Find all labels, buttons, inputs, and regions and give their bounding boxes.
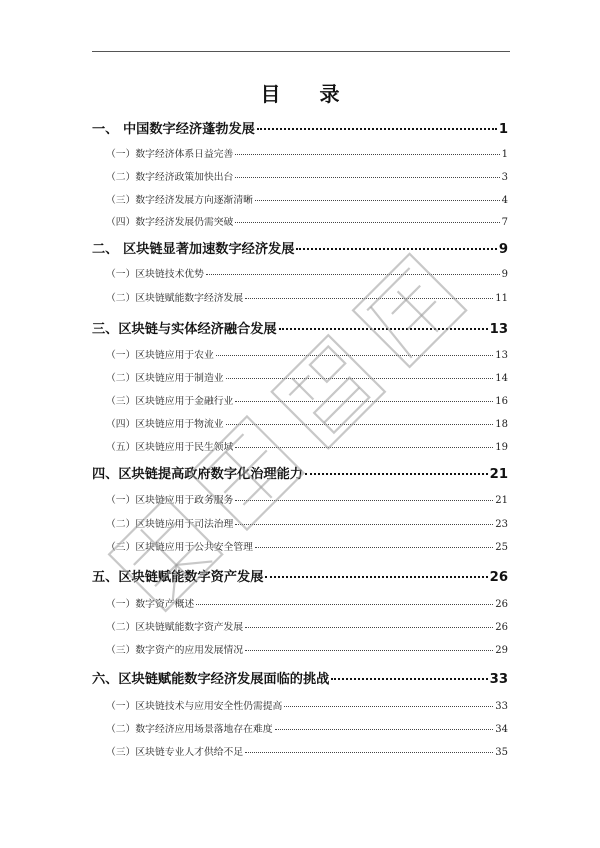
toc-entry-label: （三）区块链专业人才供给不足 (106, 747, 244, 758)
toc-leader-dots (331, 678, 487, 680)
toc-page-number: 21 (489, 467, 508, 482)
toc-page-number: 21 (495, 495, 508, 506)
toc-entry-label: 一、 中国数字经济蓬勃发展 (92, 122, 255, 137)
toc-section-entry[interactable] (92, 642, 508, 656)
toc-section-entry[interactable] (92, 266, 508, 280)
toc-leader-dots (196, 604, 493, 605)
toc-page-number: 19 (495, 442, 508, 453)
toc-section-entry[interactable] (92, 698, 508, 712)
toc-leader-dots (235, 154, 499, 155)
toc-leader-dots (275, 729, 494, 730)
toc-entry-label: （五）区块链应用于民生领域 (106, 442, 234, 453)
toc-entry-label: 六、区块链赋能数字经济发展面临的挑战 (92, 672, 330, 687)
toc-chapter-entry[interactable] (92, 463, 508, 482)
toc-leader-dots (235, 524, 493, 525)
toc-chapter-entry[interactable] (92, 668, 508, 687)
toc-leader-dots (245, 298, 493, 299)
toc-page-number: 26 (495, 599, 508, 610)
toc-chapter-entry[interactable] (92, 318, 508, 337)
toc-leader-dots (255, 547, 493, 548)
toc-entry-label: 五、区块链赋能数字资产发展 (92, 570, 264, 585)
toc-entry-label: （三）区块链应用于金融行业 (106, 396, 234, 407)
toc-entry-label: （三）数字资产的应用发展情况 (106, 645, 244, 656)
toc-leader-dots (235, 222, 499, 223)
toc-page-number: 1 (498, 122, 508, 137)
toc-entry-label: （一）区块链应用于政务服务 (106, 495, 234, 506)
toc-page-number: 23 (495, 519, 508, 530)
toc-leader-dots (245, 752, 493, 753)
toc-entry-label: （二）区块链赋能数字资产发展 (106, 622, 244, 633)
toc-entry-label: （一）数字资产概述 (106, 599, 195, 610)
toc-leader-dots (284, 706, 493, 707)
toc-page-number: 7 (501, 217, 508, 228)
toc-entry-label: 四、区块链提高政府数字化治理能力 (92, 467, 303, 482)
toc-leader-dots (257, 128, 497, 130)
toc-page-number: 13 (495, 350, 508, 361)
toc-page-number: 35 (495, 747, 508, 758)
toc-leader-dots (235, 177, 499, 178)
toc-page-number: 33 (489, 672, 508, 687)
toc-leader-dots (305, 473, 488, 475)
toc-leader-dots (235, 401, 493, 402)
toc-page-number: 4 (501, 195, 508, 206)
toc-entry-label: （一）区块链技术优势 (106, 269, 204, 280)
toc-leader-dots (226, 424, 494, 425)
toc-page-number: 11 (495, 293, 508, 304)
toc-page-number: 13 (489, 322, 508, 337)
toc-page-number: 26 (489, 570, 508, 585)
toc-page-number: 26 (495, 622, 508, 633)
toc-leader-dots (296, 248, 496, 250)
page-title: 目 录 (260, 82, 356, 106)
toc-section-entry[interactable] (92, 370, 508, 384)
toc-section-entry[interactable] (92, 596, 508, 610)
toc-section-entry[interactable] (92, 721, 508, 735)
toc-leader-dots (216, 355, 494, 356)
toc-section-entry[interactable] (92, 744, 508, 758)
toc-page-number: 29 (495, 645, 508, 656)
toc-entry-label: （一）区块链技术与应用安全性仍需提高 (106, 701, 283, 712)
toc-leader-dots (206, 274, 500, 275)
toc-entry-label: （三）区块链应用于公共安全管理 (106, 542, 253, 553)
toc-chapter-entry[interactable] (92, 118, 508, 137)
toc-entry-label: （一）数字经济体系日益完善 (106, 149, 234, 160)
toc-leader-dots (235, 500, 493, 501)
toc-leader-dots (226, 378, 494, 379)
toc-entry-label: （二）区块链赋能数字经济发展 (106, 293, 244, 304)
toc-leader-dots (245, 627, 493, 628)
toc-entry-label: （二）区块链应用于制造业 (106, 373, 224, 384)
toc-page-number: 14 (495, 373, 508, 384)
toc-entry-label: 二、 区块链显著加速数字经济发展 (92, 242, 295, 257)
toc-entry-label: （二）区块链应用于司法治理 (106, 519, 234, 530)
header-rule (92, 51, 510, 52)
toc-leader-dots (255, 200, 500, 201)
toc-page-number: 9 (498, 242, 508, 257)
toc-section-entry[interactable] (92, 492, 508, 506)
toc-entry-label: （二）数字经济应用场景落地存在难度 (106, 724, 273, 735)
toc-leader-dots (235, 447, 493, 448)
toc-entry-label: （四）数字经济发展仍需突破 (106, 217, 234, 228)
toc-leader-dots (245, 650, 493, 651)
toc-chapter-entry[interactable] (92, 566, 508, 585)
toc-leader-dots (265, 576, 487, 578)
toc-page-number: 34 (495, 724, 508, 735)
toc-entry-label: （三）数字经济发展方向逐渐清晰 (106, 195, 253, 206)
toc-page-number: 3 (501, 172, 508, 183)
toc-page-number: 1 (501, 149, 508, 160)
toc-leader-dots (279, 328, 488, 330)
toc-section-entry[interactable] (92, 169, 508, 183)
toc-section-entry[interactable] (92, 416, 508, 430)
toc-section-entry[interactable] (92, 619, 508, 633)
toc-section-entry[interactable] (92, 290, 508, 304)
toc-section-entry[interactable] (92, 214, 508, 228)
toc-section-entry[interactable] (92, 516, 508, 530)
toc-entry-label: （四）区块链应用于物流业 (106, 419, 224, 430)
toc-section-entry[interactable] (92, 192, 508, 206)
toc-entry-label: （一）区块链应用于农业 (106, 350, 214, 361)
toc-page-number: 18 (495, 419, 508, 430)
toc-section-entry[interactable] (92, 439, 508, 453)
toc-page-number: 25 (495, 542, 508, 553)
toc-page-number: 9 (501, 269, 508, 280)
toc-section-entry[interactable] (92, 347, 508, 361)
toc-page-number: 33 (495, 701, 508, 712)
toc-section-entry[interactable] (92, 539, 508, 553)
toc-entry-label: 三、区块链与实体经济融合发展 (92, 322, 277, 337)
toc-section-entry[interactable] (92, 146, 508, 160)
toc-chapter-entry[interactable] (92, 238, 508, 257)
toc-section-entry[interactable] (92, 393, 508, 407)
toc-page-number: 16 (495, 396, 508, 407)
toc-entry-label: （二）数字经济政策加快出台 (106, 172, 234, 183)
